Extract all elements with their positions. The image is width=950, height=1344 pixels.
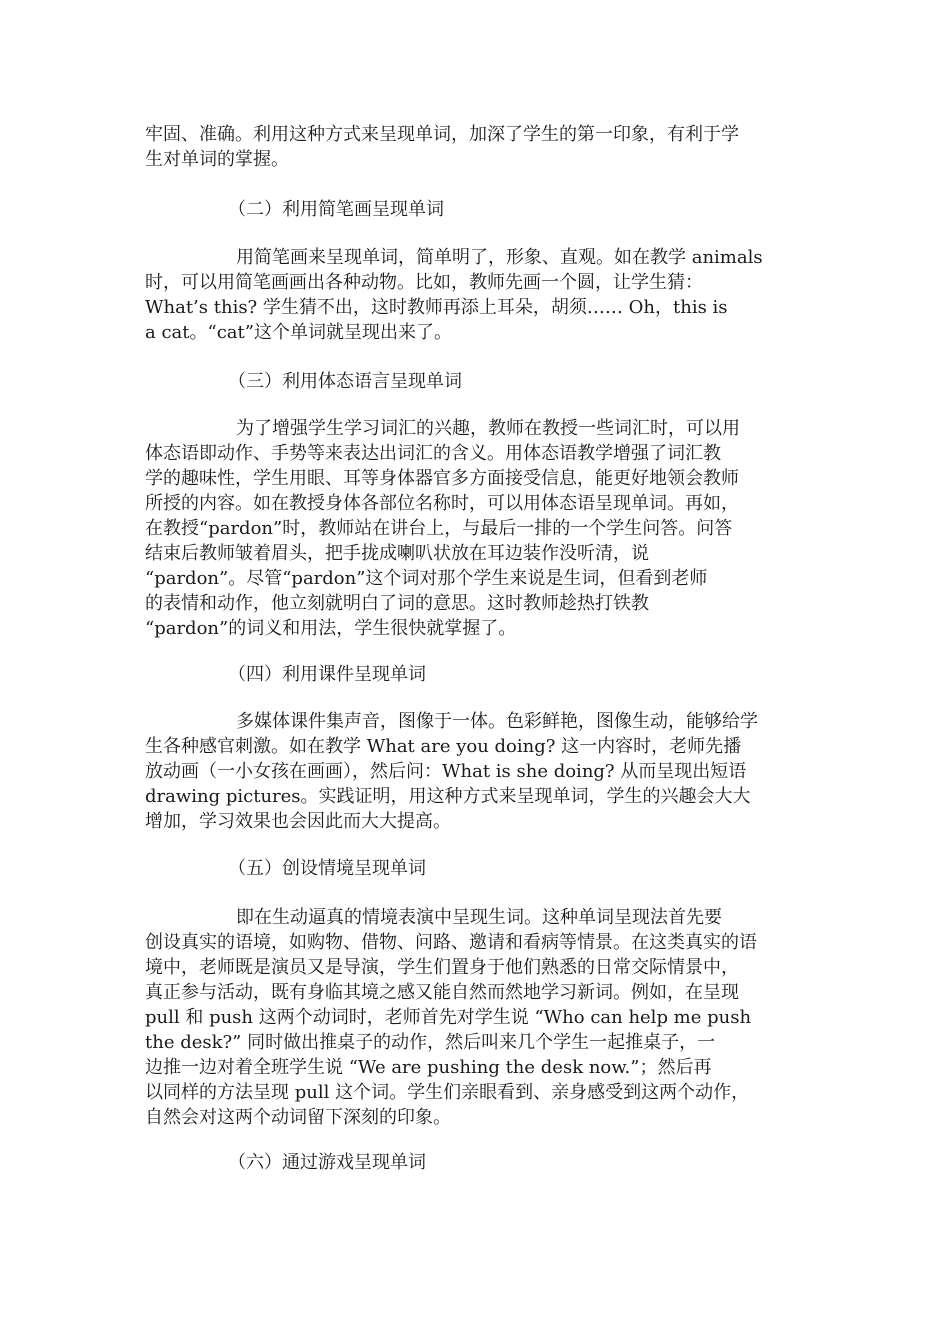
section-heading: （五）创设情境呈现单词 xyxy=(228,858,426,879)
paragraph-line: 以同样的方法呈现 pull 这个词。学生们亲眼看到、亲身感受到这两个动作， xyxy=(145,1082,750,1103)
paragraph-line: 境中，老师既是演员又是导演，学生们置身于他们熟悉的日常交际情景中， xyxy=(145,957,739,978)
paragraph-line: 在教授“pardon”时，教师站在讲台上，与最后一排的一个学生问答。问答 xyxy=(145,518,733,539)
paragraph-line: 结束后教师皱着眉头，把手拢成喇叭状放在耳边装作没听清，说 xyxy=(145,543,649,564)
paragraph-line: 用简笔画来呈现单词，简单明了，形象、直观。如在教学 animals xyxy=(236,247,763,268)
paragraph-line: 学的趣味性，学生用眼、耳等身体器官多方面接受信息，能更好地领会教师 xyxy=(145,468,739,489)
paragraph-line: 生各种感官刺激。如在教学 What are you doing? 这一内容时，老师先播 xyxy=(145,736,742,757)
section-heading: （二）利用简笔画呈现单词 xyxy=(228,199,444,220)
paragraph-line: 体态语即动作、手势等来表达出词汇的含义。用体态语教学增强了词汇教 xyxy=(145,443,721,464)
section-heading: （六）通过游戏呈现单词 xyxy=(228,1152,426,1173)
paragraph-line: 边推一边对着全班学生说 “We are pushing the desk now.”；然后再 xyxy=(145,1057,712,1078)
paragraph-line: 自然会对这两个动词留下深刻的印象。 xyxy=(145,1107,451,1128)
paragraph-line: 生对单词的掌握。 xyxy=(145,149,289,170)
paragraph-line: 多媒体课件集声音，图像于一体。色彩鲜艳，图像生动，能够给学 xyxy=(236,711,758,732)
paragraph-line: pull 和 push 这两个动词时，老师首先对学生说 “Who can help me push xyxy=(145,1007,752,1028)
paragraph-line: 增加，学习效果也会因此而大大提高。 xyxy=(145,811,451,832)
paragraph-line: 即在生动逼真的情境表演中呈现生词。这种单词呈现法首先要 xyxy=(236,907,722,928)
paragraph-line: 时，可以用简笔画画出各种动物。比如，教师先画一个圆，让学生猜： xyxy=(145,272,703,293)
paragraph-line: 创设真实的语境，如购物、借物、问路、邀请和看病等情景。在这类真实的语 xyxy=(145,932,757,953)
section-heading: （四）利用课件呈现单词 xyxy=(228,664,426,685)
paragraph-line: 牢固、准确。利用这种方式来呈现单词，加深了学生的第一印象，有利于学 xyxy=(145,124,739,145)
paragraph-line: What’s this? 学生猜不出，这时教师再添上耳朵，胡须…… Oh，this is xyxy=(145,297,728,318)
paragraph-line: 的表情和动作，他立刻就明白了词的意思。这时教师趁热打铁教 xyxy=(145,593,649,614)
paragraph-line: “pardon”的词义和用法，学生很快就掌握了。 xyxy=(145,618,517,639)
paragraph-line: 真正参与活动，既有身临其境之感又能自然而然地学习新词。例如，在呈现 xyxy=(145,982,739,1003)
paragraph-line: the desk?” 同时做出推桌子的动作，然后叫来几个学生一起推桌子，一 xyxy=(145,1032,716,1053)
paragraph-line: 放动画（一小女孩在画画），然后问：What is she doing? 从而呈现出短语 xyxy=(145,761,747,782)
paragraph-line: 所授的内容。如在教授身体各部位名称时，可以用体态语呈现单词。再如， xyxy=(145,493,739,514)
section-heading: （三）利用体态语言呈现单词 xyxy=(228,371,462,392)
paragraph-line: 为了增强学生学习词汇的兴趣，教师在教授一些词汇时，可以用 xyxy=(236,418,740,439)
paragraph-line: drawing pictures。实践证明，用这种方式来呈现单词，学生的兴趣会大大 xyxy=(145,786,751,807)
paragraph-line: a cat。“cat”这个单词就呈现出来了。 xyxy=(145,322,452,343)
paragraph-line: “pardon”。尽管“pardon”这个词对那个学生来说是生词，但看到老师 xyxy=(145,568,708,589)
